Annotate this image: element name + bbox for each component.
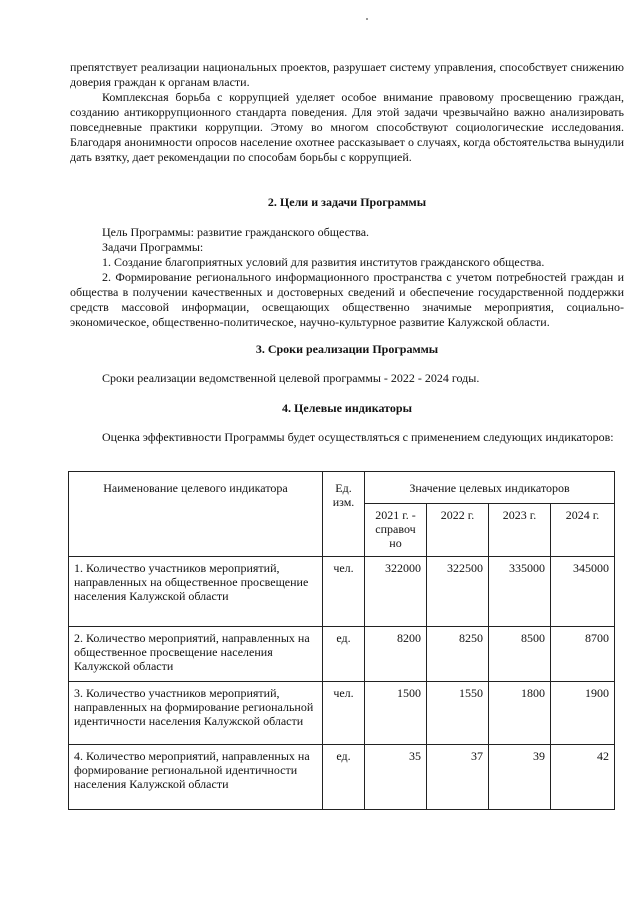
table-row xyxy=(69,557,615,627)
section-4 xyxy=(70,401,624,416)
paragraph-2: Комплексная борьба с коррупцией уделяет особое внимание правовому просвещению граждан, созданию антикоррупционного стандарта поведения. Для этой задачи чрезвычайно важно анализировать повседневные практики коррупции. Этому во многом способствуют социологические исследования. Благодаря анонимности опросов население охотнее рассказывает о случаях, когда обстоятельства вынудили дать взятку, дает рекомендации по способам борьбы с коррупцией. xyxy=(70,90,624,164)
indicator-unit: ед. xyxy=(323,627,365,682)
section-3-text: Сроки реализации ведомственной целевой программы - 2022 - 2024 годы. xyxy=(102,371,480,385)
indicator-value: 1900 xyxy=(551,682,615,745)
col-header-values: Значение целевых индикаторов xyxy=(365,472,615,504)
section-2-body xyxy=(70,225,624,330)
indicator-name: 2. Количество мероприятий, направленных на общественное просвещение населения Калужской области xyxy=(69,627,323,682)
task-1: 1. Создание благоприятных условий для развития институтов гражданского общества. xyxy=(102,255,545,269)
table-row xyxy=(69,627,615,682)
indicator-value: 42 xyxy=(551,745,615,810)
col-header-year: 2022 г. xyxy=(427,504,489,557)
section-4-body xyxy=(70,430,624,445)
indicator-value: 8200 xyxy=(365,627,427,682)
section-3-heading: 3. Сроки реализации Программы xyxy=(255,342,439,356)
section-3 xyxy=(70,342,624,357)
indicator-value: 1500 xyxy=(365,682,427,745)
indicator-value: 345000 xyxy=(551,557,615,627)
table-row xyxy=(69,745,615,810)
col-header-year: 2023 г. xyxy=(489,504,551,557)
indicator-name: 4. Количество мероприятий, направленных на формирование региональной идентичности населения Калужской области xyxy=(69,745,323,810)
table-row xyxy=(69,682,615,745)
indicator-value: 39 xyxy=(489,745,551,810)
indicator-name: 1. Количество участников мероприятий, направленных на общественное просвещение населения Калужской области xyxy=(69,557,323,627)
indicators-table xyxy=(68,471,615,810)
indicator-unit: чел. xyxy=(323,682,365,745)
indicator-value: 37 xyxy=(427,745,489,810)
indicator-value: 35 xyxy=(365,745,427,810)
section-3-body xyxy=(70,371,624,386)
paragraph-1: препятствует реализации национальных проектов, разрушает систему управления, способствует снижению доверия граждан к органам власти. xyxy=(70,60,624,89)
tasks-label: Задачи Программы: xyxy=(102,240,204,254)
section-2 xyxy=(70,195,624,210)
indicator-unit: ед. xyxy=(323,745,365,810)
intro-text xyxy=(70,60,624,165)
program-goal: Цель Программы: развитие гражданского общества. xyxy=(102,225,370,239)
indicator-value: 8250 xyxy=(427,627,489,682)
col-header-unit: Ед. изм. xyxy=(323,472,365,557)
indicator-value: 1550 xyxy=(427,682,489,745)
table-header-row xyxy=(69,472,615,504)
indicator-value: 322000 xyxy=(365,557,427,627)
indicator-value: 1800 xyxy=(489,682,551,745)
indicator-name: 3. Количество участников мероприятий, направленных на формирование региональной идентичности населения Калужской области xyxy=(69,682,323,745)
indicator-unit: чел. xyxy=(323,557,365,627)
col-header-year: 2024 г. xyxy=(551,504,615,557)
task-2: 2. Формирование регионального информационного пространства с учетом потребностей граждан и общества в получении качественных и достоверных сведений и обеспечение государственной поддержки средств массовой информации, освещающих общественно значимые мероприятия, социально-экономическое, общественно-политическое, научно-культурное развитие Калужской области. xyxy=(70,270,624,329)
indicator-value: 8700 xyxy=(551,627,615,682)
section-4-heading: 4. Целевые индикаторы xyxy=(282,401,412,415)
col-header-year: 2021 г. - справоч но xyxy=(365,504,427,557)
indicator-value: 322500 xyxy=(427,557,489,627)
indicator-value: 335000 xyxy=(489,557,551,627)
indicator-value: 8500 xyxy=(489,627,551,682)
section-4-intro: Оценка эффективности Программы будет осуществляться с применением следующих индикаторов: xyxy=(102,430,614,444)
section-2-heading: 2. Цели и задачи Программы xyxy=(267,195,427,209)
col-header-name: Наименование целевого индикатора xyxy=(69,472,323,557)
scan-speck xyxy=(366,18,368,20)
